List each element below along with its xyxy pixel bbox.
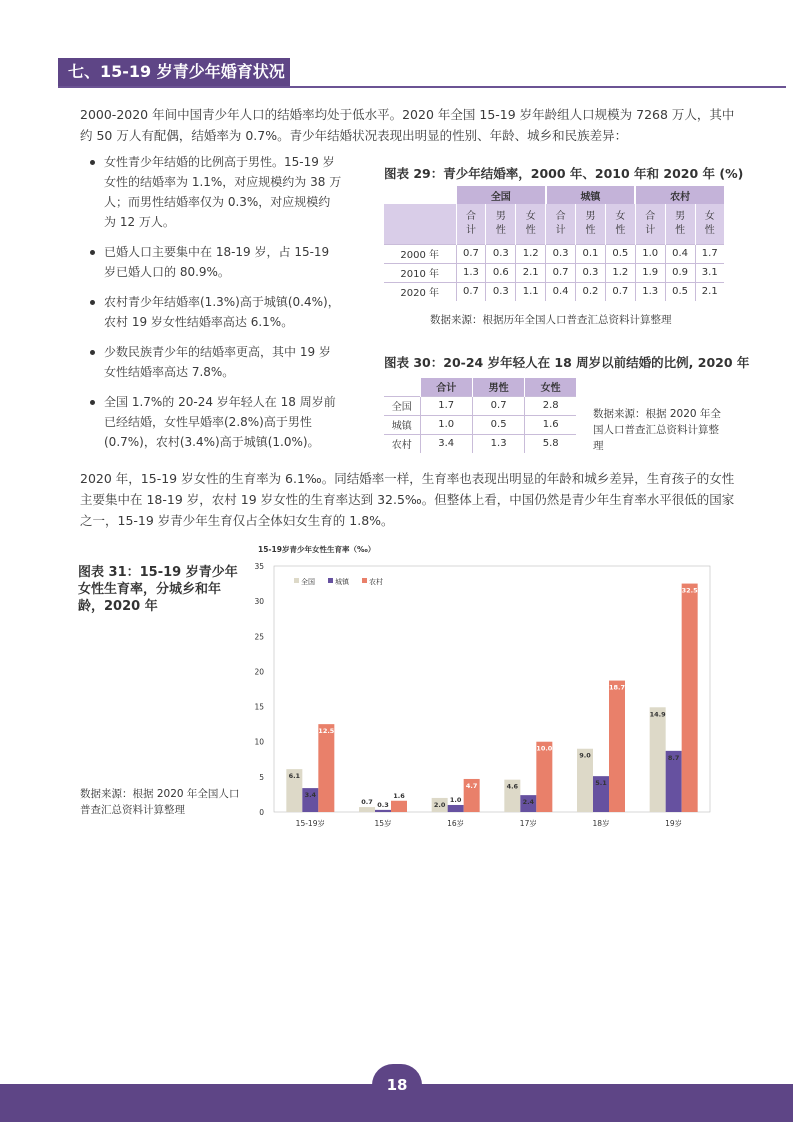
figure31-source: 数据来源：根据 2020 年全国人口普查汇总资料计算整理 [80, 788, 240, 816]
legend-swatch [328, 578, 333, 583]
column-header: 男性 [472, 378, 524, 396]
sub-header: 女 性 [695, 204, 724, 244]
y-tick-label: 10 [254, 737, 264, 747]
table-row [384, 244, 724, 263]
table-row [384, 434, 576, 453]
table-cell: 1.0 [635, 244, 665, 263]
table-cell: 0.3 [546, 244, 576, 263]
row-label: 2010 年 [384, 263, 456, 282]
table-cell: 5.8 [525, 434, 576, 453]
table-cell: 1.7 [420, 396, 472, 415]
table-cell: 3.1 [695, 263, 724, 282]
group-header: 农村 [635, 186, 724, 204]
row-label: 全国 [384, 396, 420, 415]
bullet-item: 女性青少年结婚的比例高于男性。15-19 岁女性的结婚率为 1.1%，对应规模约为 38 万人；而男性结婚率仅为 0.3%，对应规模约为 12 万人。 [90, 152, 342, 232]
y-tick-label: 30 [254, 597, 264, 607]
table-cell: 0.5 [605, 244, 635, 263]
figure31-title: 图表 31：15-19 岁青少年女性生育率，分城乡和年龄，2020 年 [78, 565, 238, 614]
y-tick-label: 5 [259, 772, 264, 782]
table-cell: 0.3 [486, 282, 516, 301]
data-label: 1.0 [449, 795, 462, 804]
column-header: 合计 [420, 378, 472, 396]
bullet-item: 农村青少年结婚率(1.3%)高于城镇(0.4%)，农村 19 岁女性结婚率高达 6.1%。 [90, 292, 342, 332]
bar [391, 801, 407, 812]
legend-label: 农村 [369, 578, 383, 586]
row-label: 农村 [384, 434, 420, 453]
table-cell: 1.6 [525, 415, 576, 434]
data-label: 5.1 [595, 779, 607, 788]
bullet-list [90, 152, 342, 462]
row-label: 城镇 [384, 415, 420, 434]
row-label: 2000 年 [384, 244, 456, 263]
bar [448, 805, 464, 812]
data-label: 32.5 [681, 586, 698, 595]
data-label: 10.0 [536, 744, 553, 753]
data-label: 2.0 [433, 800, 446, 809]
table-cell: 0.6 [486, 263, 516, 282]
table-row [384, 282, 724, 301]
bar [318, 724, 334, 812]
table30 [384, 378, 576, 453]
y-tick-label: 20 [254, 667, 264, 677]
table-cell: 1.2 [605, 263, 635, 282]
table-cell: 1.3 [456, 263, 486, 282]
table-cell: 0.3 [576, 263, 606, 282]
table-cell: 0.5 [472, 415, 524, 434]
y-tick-label: 25 [254, 632, 264, 642]
fertility-paragraph: 2020 年，15-19 岁女性的生育率为 6.1‰。同结婚率一样，生育率也表现出明显的年龄和城乡差异，生育孩子的女性主要集中在 18-19 岁，农村 19 岁女性的生育率达到 32.5‰。但整体上看，中国仍然是青少年生育率水平很低的国家之一，15-19 岁青少年生育仅占全体妇女生育的 1.8%。 [80, 471, 735, 528]
data-label: 14.9 [649, 710, 666, 719]
page-number: 18 [372, 1064, 422, 1106]
table-cell: 0.4 [546, 282, 576, 301]
table-cell: 0.7 [605, 282, 635, 301]
data-label: 12.5 [318, 727, 335, 736]
table-row [384, 263, 724, 282]
x-tick-label: 15岁 [374, 819, 392, 828]
table-cell: 2.1 [516, 263, 546, 282]
x-tick-label: 16岁 [447, 819, 465, 828]
legend-label: 全国 [301, 578, 315, 586]
table-row [384, 396, 576, 415]
bar [375, 810, 391, 812]
table-cell: 0.3 [486, 244, 516, 263]
sub-header: 合 计 [456, 204, 486, 244]
data-label: 18.7 [608, 683, 626, 692]
bar [609, 681, 625, 812]
bar [650, 707, 666, 812]
y-tick-label: 0 [259, 808, 264, 817]
bullet-item: 全国 1.7%的 20-24 岁年轻人在 18 周岁前已经结婚，女性早婚率(2.8%)高于男性(0.7%)，农村(3.4%)高于城镇(1.0%)。 [90, 392, 342, 452]
table-cell: 0.7 [456, 282, 486, 301]
legend-label: 城镇 [335, 578, 349, 586]
legend-swatch [362, 578, 367, 583]
sub-header: 合 计 [635, 204, 665, 244]
table29 [384, 186, 724, 301]
bar [359, 807, 375, 812]
table-cell: 1.3 [635, 282, 665, 301]
data-label: 9.0 [579, 751, 591, 760]
table29-source: 数据来源：根据历年全国人口普查汇总资料计算整理 [430, 314, 672, 326]
group-header: 城镇 [546, 186, 636, 204]
x-tick-label: 19岁 [665, 819, 683, 828]
data-label: 2.4 [522, 798, 535, 807]
sub-header: 男 性 [486, 204, 516, 244]
intro-paragraph: 2000-2020 年间中国青少年人口的结婚率均处于低水平。2020 年全国 15-19 岁年龄组人口规模为 7268 万人，其中约 50 万人有配偶，结婚率为 0.7%。青少年结婚状况表现出明显的性别、年龄、城乡和民族差异： [80, 107, 735, 143]
table-cell: 0.7 [472, 396, 524, 415]
x-tick-label: 17岁 [519, 819, 537, 828]
data-label: 1.6 [393, 791, 405, 800]
data-label: 0.3 [377, 800, 389, 809]
data-label: 8.7 [667, 753, 680, 762]
table-cell: 1.2 [516, 244, 546, 263]
table-cell: 2.8 [525, 396, 576, 415]
row-label: 2020 年 [384, 282, 456, 301]
data-label: 3.4 [304, 791, 317, 800]
table-cell: 1.7 [695, 244, 724, 263]
data-label: 4.6 [506, 782, 519, 791]
x-tick-label: 15-19岁 [295, 819, 325, 828]
sub-header: 女 性 [516, 204, 546, 244]
sub-header: 合 计 [546, 204, 576, 244]
table-cell: 0.1 [576, 244, 606, 263]
sub-header: 男 性 [665, 204, 695, 244]
data-label: 0.7 [361, 798, 373, 807]
section-title: 七、15-19 岁青少年婚育状况 [58, 58, 290, 86]
table-cell: 0.2 [576, 282, 606, 301]
bullet-item: 已婚人口主要集中在 18-19 岁，占 15-19 岁已婚人口的 80.9%。 [90, 242, 342, 282]
sub-header: 男 性 [576, 204, 606, 244]
table-cell: 0.9 [665, 263, 695, 282]
sub-header: 女 性 [605, 204, 635, 244]
legend-swatch [294, 578, 299, 583]
table-cell: 0.7 [546, 263, 576, 282]
table-cell: 1.3 [472, 434, 524, 453]
plot-area [274, 566, 710, 812]
y-tick-label: 15 [254, 702, 264, 712]
table30-source: 数据来源：根据 2020 年全国人口普查汇总资料计算整理 [593, 408, 721, 452]
data-label: 4.7 [465, 781, 478, 790]
table-cell: 0.5 [665, 282, 695, 301]
section-header [58, 58, 786, 88]
bar [682, 584, 698, 812]
table-cell: 1.1 [516, 282, 546, 301]
x-tick-label: 18岁 [592, 819, 610, 828]
table-cell: 2.1 [695, 282, 724, 301]
table-cell: 0.4 [665, 244, 695, 263]
table30-title: 图表 30：20-24 岁年轻人在 18 周岁以前结婚的比例, 2020 年 [384, 355, 750, 370]
table-cell: 1.9 [635, 263, 665, 282]
column-header: 女性 [525, 378, 576, 396]
table-cell: 3.4 [420, 434, 472, 453]
table-cell: 1.0 [420, 415, 472, 434]
bullet-item: 少数民族青少年的结婚率更高，其中 19 岁女性结婚率高达 7.8%。 [90, 342, 342, 382]
chart-title: 15-19岁青少年女性生育率（‰） [258, 545, 376, 554]
table-row [384, 415, 576, 434]
y-tick-label: 35 [254, 562, 264, 571]
table-cell: 0.7 [456, 244, 486, 263]
fertility-bar-chart [250, 540, 720, 836]
group-header: 全国 [456, 186, 546, 204]
table29-title: 图表 29：青少年结婚率，2000 年、2010 年和 2020 年 (%) [384, 166, 744, 181]
data-label: 6.1 [288, 772, 301, 781]
